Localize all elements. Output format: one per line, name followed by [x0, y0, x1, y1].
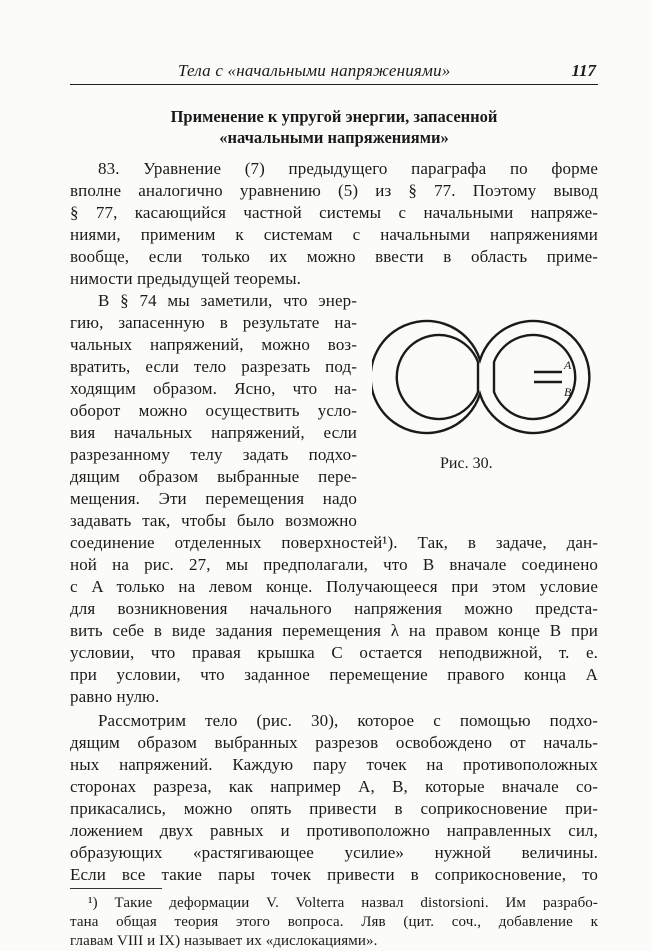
body-line: вить себе в виде задания перемещения λ на правом конце B при	[70, 621, 598, 640]
figure-caption: Рис. 30.	[440, 455, 493, 472]
figure-30	[372, 302, 604, 452]
body-line: гию, запасенную в результате на-	[70, 313, 357, 332]
body-line: вполне аналогично уравнению (5) из § 77. Поэтому вывод	[70, 181, 598, 200]
body-line: соединение отделенных поверхностей¹). Так, в задаче, дан-	[70, 533, 598, 552]
section-title-line-1: Применение к упругой энергии, запасенной	[170, 107, 498, 126]
footnote-line: тана общая теория этого вопроса. Ляв (цит. соч., добавление к	[70, 914, 598, 930]
body-line: вия начальных напряжений, если	[70, 423, 357, 442]
body-line: ной на рис. 27, мы предполагали, что B вначале соединено	[70, 555, 598, 574]
body-line: ниями, применим к системам с начальными напряжениями	[70, 225, 598, 244]
body-line: при условии, что заданное перемещение правого конца A	[70, 665, 598, 684]
running-header	[70, 60, 598, 85]
body-line: сторонах разреза, как например A, B, которые вначале со-	[70, 777, 598, 796]
label-b: B	[564, 385, 572, 399]
body-line: для возникновения начального напряжения можно предста-	[70, 599, 598, 618]
body-line: 83. Уравнение (7) предыдущего параграфа по форме	[98, 159, 598, 178]
body-line: чальных напряжений, можно воз-	[70, 335, 357, 354]
body-line: оборот можно осуществить усло-	[70, 401, 357, 420]
body-line: ных напряжений. Каждую пару точек на противоположных	[70, 755, 598, 774]
body-line: условии, что правая крышка C остается неподвижной, т. е.	[70, 643, 598, 662]
body-line: с A только на левом конце. Получающееся при этом условие	[70, 577, 598, 596]
label-a: A	[564, 358, 572, 372]
footnote-line: ¹) Такие деформации V. Volterra назвал distorsioni. Им разрабо-	[88, 895, 598, 911]
inner-left-hole	[397, 335, 478, 419]
body-line: ложением двух равных и противоположно направленных сил,	[70, 821, 598, 840]
body-line: равно нулю.	[70, 687, 160, 706]
body-line: разрезанному телу задать подхо-	[70, 445, 357, 464]
body-line: прикасались, можно опять привести в соприкосновение при-	[70, 799, 598, 818]
running-title: Тела с «начальными напряжениями»	[178, 61, 451, 80]
body-line: задавать так, чтобы было возможно	[70, 511, 357, 530]
body-line: Рассмотрим тело (рис. 30), которое с помощью подхо-	[98, 711, 598, 730]
body-line: мещения. Эти перемещения надо	[70, 489, 357, 508]
outer-contour	[372, 321, 589, 433]
footnote-line: главам VIII и IX) называет их «дислокациями».	[70, 933, 378, 949]
body-line: образующих «растягивающее усилие» нужной величины.	[70, 843, 598, 862]
section-title	[70, 106, 598, 148]
body-line: Если все такие пары точек привести в соприкосновение, то	[70, 865, 598, 884]
body-line: вратить, если тело разрезать под-	[70, 357, 357, 376]
page-number: 117	[571, 61, 596, 80]
body-line: ходящим образом. Ясно, что на-	[70, 379, 357, 398]
section-title-line-2: «начальными напряжениями»	[219, 128, 449, 147]
body-line: нимости предыдущей теоремы.	[70, 269, 301, 288]
body-line: вообще, если только их можно ввести в область приме-	[70, 247, 598, 266]
double-ring-diagram	[372, 302, 604, 452]
inner-right-hole	[494, 335, 575, 419]
body-line: В § 74 мы заметили, что энер-	[98, 291, 357, 310]
body-line: дящим образом выбранные пере-	[70, 467, 357, 486]
footnote-rule	[70, 888, 162, 889]
body-line: § 77, касающийся частной системы с начальными напряже-	[70, 203, 598, 222]
body-line: дящим образом выбранных разрезов освобождено от началь-	[70, 733, 598, 752]
